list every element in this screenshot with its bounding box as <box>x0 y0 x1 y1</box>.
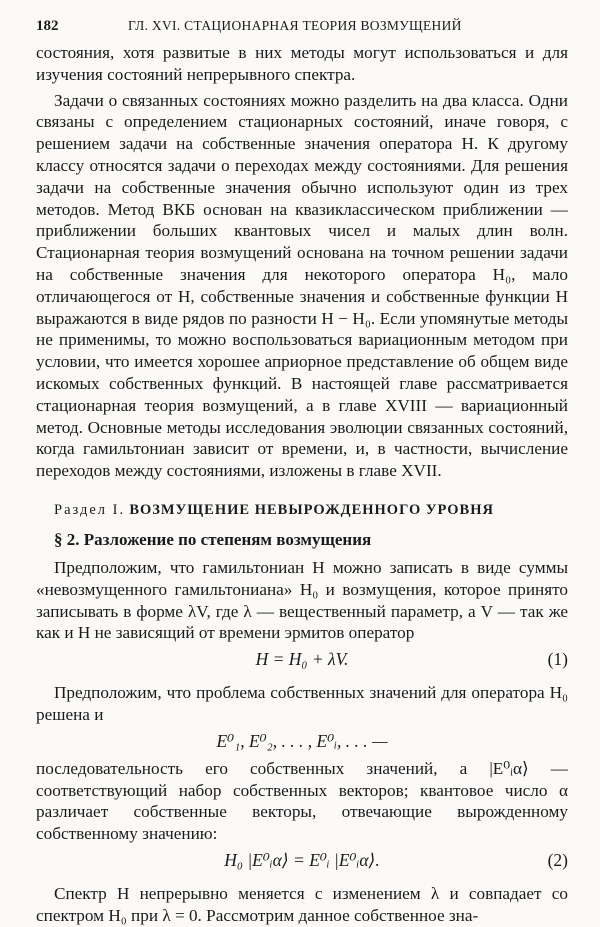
page-header <box>36 18 568 42</box>
paragraph-continued: состояния, хотя развитые в них методы могут использоваться и для изучения состояний непрерывного спектра. <box>36 43 568 84</box>
page-number: 182 <box>36 18 59 34</box>
formula-1-number: (1) <box>547 649 568 670</box>
formula-1 <box>36 644 568 676</box>
formula-1-body: H = H₀ + λV. <box>255 649 349 670</box>
paragraph-hamiltonian: Предположим, что гамильтониан H можно записать в виде суммы «невозмущенного гамильтониана» H₀ и возмущения, которое принято записывать в форме λV, где λ — вещественный параметр, а V — так же как и H не зависящий от времени эрмитов оператор <box>36 557 568 643</box>
book-page <box>36 18 568 927</box>
running-title: ГЛ. XVI. СТАЦИОНАРНАЯ ТЕОРИЯ ВОЗМУЩЕНИЙ <box>128 18 462 33</box>
section-title: ВОЗМУЩЕНИЕ НЕВЫРОЖДЕННОГО УРОВНЯ <box>129 501 494 518</box>
section-label: Раздел I. <box>54 501 126 518</box>
formula-2-number: (2) <box>547 849 568 870</box>
section-heading <box>36 502 568 519</box>
formula-2-body: H₀ |E⁰ᵢα⟩ = E⁰ᵢ |E⁰ᵢα⟩. <box>224 849 380 870</box>
paragraph-bound-states: Задачи о связанных состояниях можно разделить на два класса. Одни связаны с определением стационарных состояний, иначе говоря, с решением задачи на собственные значения оператора H. К другому классу относятся задачи о переходах между состояниями. Для решения задачи на собственные значения обычно используют один из трех методов. Метод ВКБ основан на квазиклассическом приближении — приближении больших квантовых чисел и малых длин волн. Стационарная теория возмущений основана на точном решении задачи на собственные значения для некоторого оператора H₀, мало отличающегося от H, собственные значения и собственные функции H выражаются в виде рядов по разности H − H₀. Если упомянутые методы не применимы, то можно воспользоваться вариационным методом при условии, что имеется хорошее априорное представление об общем виде искомых собственных функций. В настоящей главе рассматривается стационарная теория возмущений, а в главе XVIII — вариационный метод. Основные методы исследования эволюции связанных состояний, когда гамильтониан зависит от времени, и, в частности, вычисление переходов между состояниями, изложены в главе XVII. <box>36 90 568 481</box>
formula-2 <box>36 845 568 877</box>
paragraph-spectrum: Спектр H непрерывно меняется с изменением λ и совпадает со спектром H₀ при λ = 0. Рассмотрим данное собственное зна- <box>36 883 568 925</box>
eigenvalue-sequence <box>36 726 568 758</box>
paragraph-heading: § 2. Разложение по степеням возмущения <box>54 529 372 549</box>
eigenvalue-sequence-body: E⁰₁, E⁰₂, . . . , E⁰ᵢ, . . . — <box>216 730 388 751</box>
paragraph-eigenvectors: последовательность его собственных значений, а |E⁰ᵢα⟩ — соответствующий набор собственных векторов; квантовое число α различает собственные векторы, отвечающие вырожденному собственному значению: <box>36 758 568 844</box>
paragraph-eigenproblem: Предположим, что проблема собственных значений для оператора H₀ решена и <box>36 683 568 724</box>
